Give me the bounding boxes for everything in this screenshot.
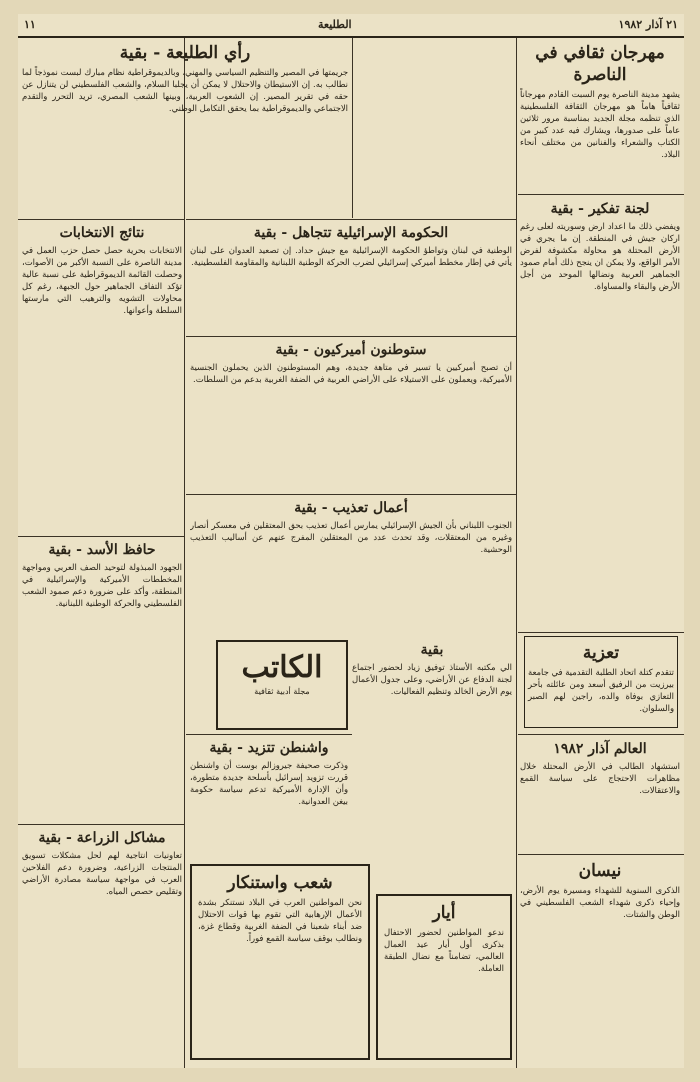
agriculture-body: تعاونيات انتاجية لهم لحل مشكلات تسويق المنتجات الزراعية، وضرورة دعم الفلاحين العرب في مواجهة سياسة مصادرة الأراضي وتقليص حصص المياه. — [22, 850, 182, 896]
section-rule — [18, 536, 184, 537]
section-rule — [186, 494, 516, 495]
torture-title: أعمال تعذيب - بقية — [294, 500, 408, 516]
column-rule — [352, 38, 353, 218]
american-article — [190, 339, 512, 489]
festival-body: يشهد مدينة الناصرة يوم السبت القادم مهرجاناً ثقافياً هاماً هو مهرجان الثقافة الفلسطينية الذي تنظمه مجلة الجديد بمناسبة مرور ثلاثين عاماً على صدورها، ويشارك فيه عدد كبير من الكتاب والشعراء والفنانين من مختلف أنحاء البلاد. — [520, 89, 680, 159]
issue-date: ٢١ آذار ١٩٨٢ — [618, 18, 678, 31]
thinking-title: لجنة تفكير - بقية — [550, 201, 650, 217]
american-title: ستوطنون أميركيون - بقية — [275, 342, 427, 358]
column-rule — [516, 38, 517, 1068]
torture-body: الجنوب اللبناني بأن الجيش الإسرائيلي يمارس أعمال تعذيب بحق المعتقلين في معسكر أنصار وغيره من المعتقلات، وقد تحدث عدد من المعتقلين المفرج عنهم عن أساليب التعذيب الوحشية. — [190, 520, 512, 555]
press-title: بقية — [420, 642, 444, 658]
guard-title: حافظ الأسد - بقية — [48, 542, 156, 558]
publication-name: الطليعة — [318, 18, 352, 31]
alkatib-logo: الكاتب — [241, 650, 323, 685]
people-box — [190, 864, 370, 1060]
section-rule — [518, 854, 684, 855]
elections-title: نتائج الانتخابات — [59, 225, 145, 241]
calendar-title: العالم آذار ١٩٨٢ — [553, 741, 647, 757]
government-title: الحكومة الإسرائيلية تتجاهل - بقية — [253, 225, 449, 241]
section-rule — [186, 336, 516, 337]
washington-article — [190, 737, 348, 857]
nisan-article — [520, 858, 680, 1058]
agriculture-title: مشاكل الزراعة - بقية — [38, 830, 166, 846]
condolence-body: تتقدم كتلة اتحاد الطلبة التقدمية في جامعة بيرزيت من الرفيق أسعد ومن عائلته بأحر التعازي بوفاة والده، راجين لهم الصبر والسلوان. — [528, 667, 674, 713]
festival-title: مهرجان ثقافي في الناصرة — [535, 43, 665, 86]
thinking-article — [520, 198, 680, 628]
alkatib-logo-box — [216, 640, 348, 730]
newspaper-page — [18, 14, 684, 1068]
calendar-article — [520, 738, 680, 848]
torture-article — [190, 497, 512, 632]
ayyar-body: ندعو المواطنين لحضور الاحتفال بذكرى أول أيار عيد العمال العالمي، تضامناً مع نضال الطبقة العاملة. — [384, 927, 504, 973]
guard-body: الجهود المبذولة لتوحيد الصف العربي ومواجهة المخططات الأميركية والإسرائيلية في المنطقة، وأكد على ضرورة دعم صمود الشعب الفلسطيني والحركة الوطنية اللبنانية. — [22, 562, 182, 608]
section-rule — [518, 194, 684, 195]
press-article — [352, 639, 512, 809]
section-rule — [518, 632, 684, 633]
page-number: ١١ — [24, 18, 36, 31]
thinking-body: ويفضي ذلك ما اعداد ارض وسوريته لعلى رغم اركان جيش في المنطقة. إن ما يجري في الأرض المحتلة هو محاولة مكشوفة لفرض الأمر الواقع، ولا يمكن ان ينجح ذلك أمام صمود الجماهير العربية ونضالها الموحد من أجل الأرض والبقاء والمساواة. — [520, 221, 680, 291]
people-title: شعب واستنكار — [227, 873, 333, 893]
washington-title: واشنطن تتزيد - بقية — [209, 740, 329, 756]
section-rule — [518, 734, 684, 735]
section-rule — [18, 219, 184, 220]
ayyar-title: أيار — [432, 903, 456, 923]
page-header — [18, 14, 684, 38]
nisan-body: الذكرى السنوية للشهداء ومسيرة يوم الأرض، وإحياء ذكرى شهداء الشعب الفلسطيني في الوطن والشتات. — [520, 885, 680, 919]
nisan-title: نيسان — [578, 861, 622, 881]
elections-body: الانتخابات بحرية حصل حصل حزب العمل في مدينة الناصرة على النسبة الأكبر من الأصوات، وحصلت القائمة الديموقراطية على نسبة عالية تؤكد التفاف الجماهير حول الجبهة، رغم كل محاولات التشويه والترهيب التي مارستها السلطة وأعوانها. — [22, 245, 182, 315]
section-rule — [18, 824, 184, 825]
government-body: الوطنية في لبنان وتواطؤ الحكومة الإسرائيلية مع جيش حداد. إن تصعيد العدوان على لبنان يأتي في إطار مخطط أميركي إسرائيلي لضرب الحركة الوطنية اللبنانية والمقاومة الفلسطينية. — [190, 245, 512, 268]
people-body: نحن المواطنين العرب في البلاد نستنكر بشدة الأعمال الإرهابية التي تقوم بها قوات الاحتلال ضد أبناء شعبنا في الضفة الغربية وقطاع غزة، ونطالب بوقف سياسة القمع فوراً. — [198, 897, 362, 943]
elections-article — [22, 222, 182, 532]
press-body: الي مكتبه الأستاذ توفيق زياد لحضور اجتماع لجنة الدفاع عن الأراضي، وعلى جدول الأعمال يوم الأرض الخالد وتنظيم الفعاليات. — [352, 662, 512, 697]
nature-title: رأي الطليعة - بقية — [119, 43, 251, 63]
calendar-body: استشهاد الطالب في الأرض المحتلة خلال مظاهرات الاحتجاج على سياسة القمع والاعتقالات. — [520, 761, 680, 796]
condolence-title: تعزية — [582, 643, 620, 663]
washington-body: وذكرت صحيفة جيروزالم بوست أن واشنطن قررت تزويد إسرائيل بأسلحة جديدة متطورة، وأن الإدارة الأميركية تدعم سياسة حكومة بيغن العدوانية. — [190, 760, 348, 806]
nature-article — [22, 40, 348, 200]
guard-article — [22, 539, 182, 819]
agriculture-article — [22, 827, 182, 1057]
ayyar-box — [376, 894, 512, 1060]
nature-body: جريمتها في المصير والتنظيم السياسي والمهني، وبالديموقراطية نظام مبارك لبست نموذجاً لما نطالب به. إن الاستيطان والاحتلال لا يمكن أن يجلبا السلام، والشعب الفلسطيني لن يتنازل عن حقه في تقرير المصير. إن الشعوب العربية، وبينها الشعب المصري، تريد التحرر والتقدم الاجتماعي والديموقراطية بما يحقق التكامل الوطني. — [22, 67, 348, 113]
american-body: أن تصبح أميركيين يا تسير في متاهة جديدة، وهم المستوطنون الذين يحملون الجنسية الأميركية، ويعملون على الاستيلاء على الأراضي العربية في الضفة الغربية بدعم من السلطات. — [190, 362, 512, 385]
government-article — [190, 222, 512, 332]
condolence-box — [524, 636, 678, 728]
section-rule — [186, 219, 516, 220]
section-rule — [186, 734, 352, 735]
festival-article — [520, 40, 680, 190]
alkatib-subtitle: مجلة أدبية ثقافية — [254, 687, 310, 696]
